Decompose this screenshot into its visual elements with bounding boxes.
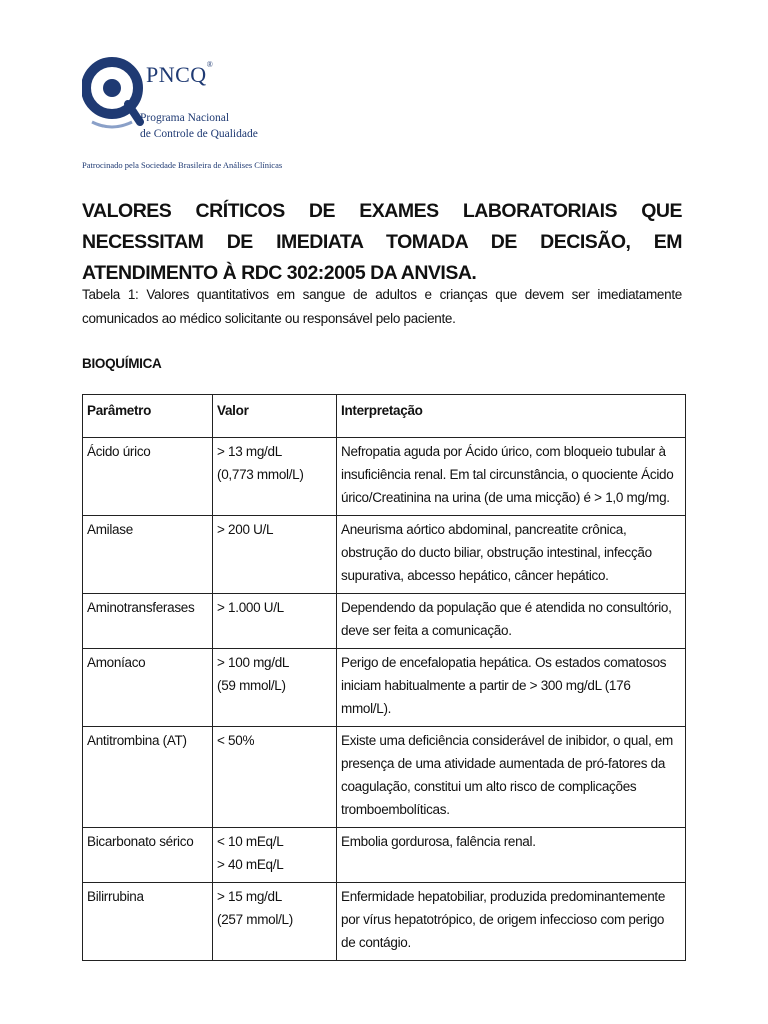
valor-line-2: > 40 mEq/L (217, 857, 284, 872)
cell-parametro: Antitrombina (AT) (83, 727, 213, 828)
table-row (83, 438, 686, 516)
cell-parametro: Amilase (83, 516, 213, 594)
table-row (83, 883, 686, 961)
valor-line-1: > 15 mg/dL (217, 889, 282, 904)
pncq-logo (82, 52, 282, 174)
logo-brand: PNCQ® (146, 60, 214, 87)
table-row (83, 516, 686, 594)
cell-valor (213, 883, 337, 961)
cell-valor (213, 516, 337, 594)
table-row (83, 727, 686, 828)
valor-line-1: < 50% (217, 733, 255, 748)
table-row (83, 594, 686, 649)
table-row (83, 649, 686, 727)
valor-line-1: > 100 mg/dL (217, 655, 290, 670)
table-row (83, 828, 686, 883)
cell-parametro: Bicarbonato sérico (83, 828, 213, 883)
cell-valor (213, 594, 337, 649)
valor-line-2: (59 mmol/L) (217, 678, 286, 693)
cell-valor (213, 727, 337, 828)
cell-interpretacao: Embolia gordurosa, falência renal. (337, 828, 686, 883)
logo-line2: de Controle de Qualidade (140, 128, 258, 140)
valor-line-1: < 10 mEq/L (217, 834, 284, 849)
cell-valor (213, 828, 337, 883)
cell-valor (213, 438, 337, 516)
cell-interpretacao: Nefropatia aguda por Ácido úrico, com bloqueio tubular à insuficiência renal. Em tal circunstância, o quociente Ácido úrico/Creatinina na urina (de uma micção) é > 1,0 mg/mg. (337, 438, 686, 516)
valor-line-2: (257 mmol/L) (217, 912, 293, 927)
valor-line-1: > 13 mg/dL (217, 444, 282, 459)
header-interpretacao: Interpretação (337, 395, 686, 438)
valor-line-1: > 1.000 U/L (217, 600, 284, 615)
cell-interpretacao: Aneurisma aórtico abdominal, pancreatite crônica, obstrução do ducto biliar, obstrução intestinal, infecção supurativa, abcesso hepático, câncer hepático. (337, 516, 686, 594)
cell-interpretacao: Dependendo da população que é atendida no consultório, deve ser feita a comunicação. (337, 594, 686, 649)
cell-parametro: Amoníaco (83, 649, 213, 727)
header-valor: Valor (213, 395, 337, 438)
valor-line-1: > 200 U/L (217, 522, 274, 537)
cell-interpretacao: Enfermidade hepatobiliar, produzida predominantemente por vírus hepatotrópico, de origem infeccioso com perigo de contágio. (337, 883, 686, 961)
pncq-logo-icon (82, 52, 146, 136)
logo-line1: Programa Nacional (140, 112, 230, 124)
section-heading: BIOQUÍMICA (82, 356, 162, 371)
cell-parametro: Aminotransferases (83, 594, 213, 649)
table-caption: Tabela 1: Valores quantitativos em sangue de adultos e crianças que devem ser imediatamente comunicados ao médico solicitante ou responsável pelo paciente. (82, 287, 682, 326)
logo-sponsor: Patrocinado pela Sociedade Brasileira de Análises Clínicas (82, 160, 283, 170)
cell-interpretacao: Existe uma deficiência considerável de inibidor, o qual, em presença de uma atividade aumentada de pró-fatores da coagulação, constitui um alto risco de complicações tromboembolíticas. (337, 727, 686, 828)
table-header-row (83, 395, 686, 438)
document-title: VALORES CRÍTICOS DE EXAMES LABORATORIAIS QUE NECESSITAM DE IMEDIATA TOMADA DE DECISÃO, EM ATENDIMENTO À RDC 302:2005 DA ANVISA. (82, 200, 682, 284)
header-parametro: Parâmetro (83, 395, 213, 438)
cell-interpretacao: Perigo de encefalopatia hepática. Os estados comatosos iniciam habitualmente a partir de > 300 mg/dL (176 mmol/L). (337, 649, 686, 727)
cell-valor (213, 649, 337, 727)
critical-values-table (82, 394, 686, 961)
cell-parametro: Bilirrubina (83, 883, 213, 961)
valor-line-2: (0,773 mmol/L) (217, 467, 304, 482)
cell-parametro: Ácido úrico (83, 438, 213, 516)
